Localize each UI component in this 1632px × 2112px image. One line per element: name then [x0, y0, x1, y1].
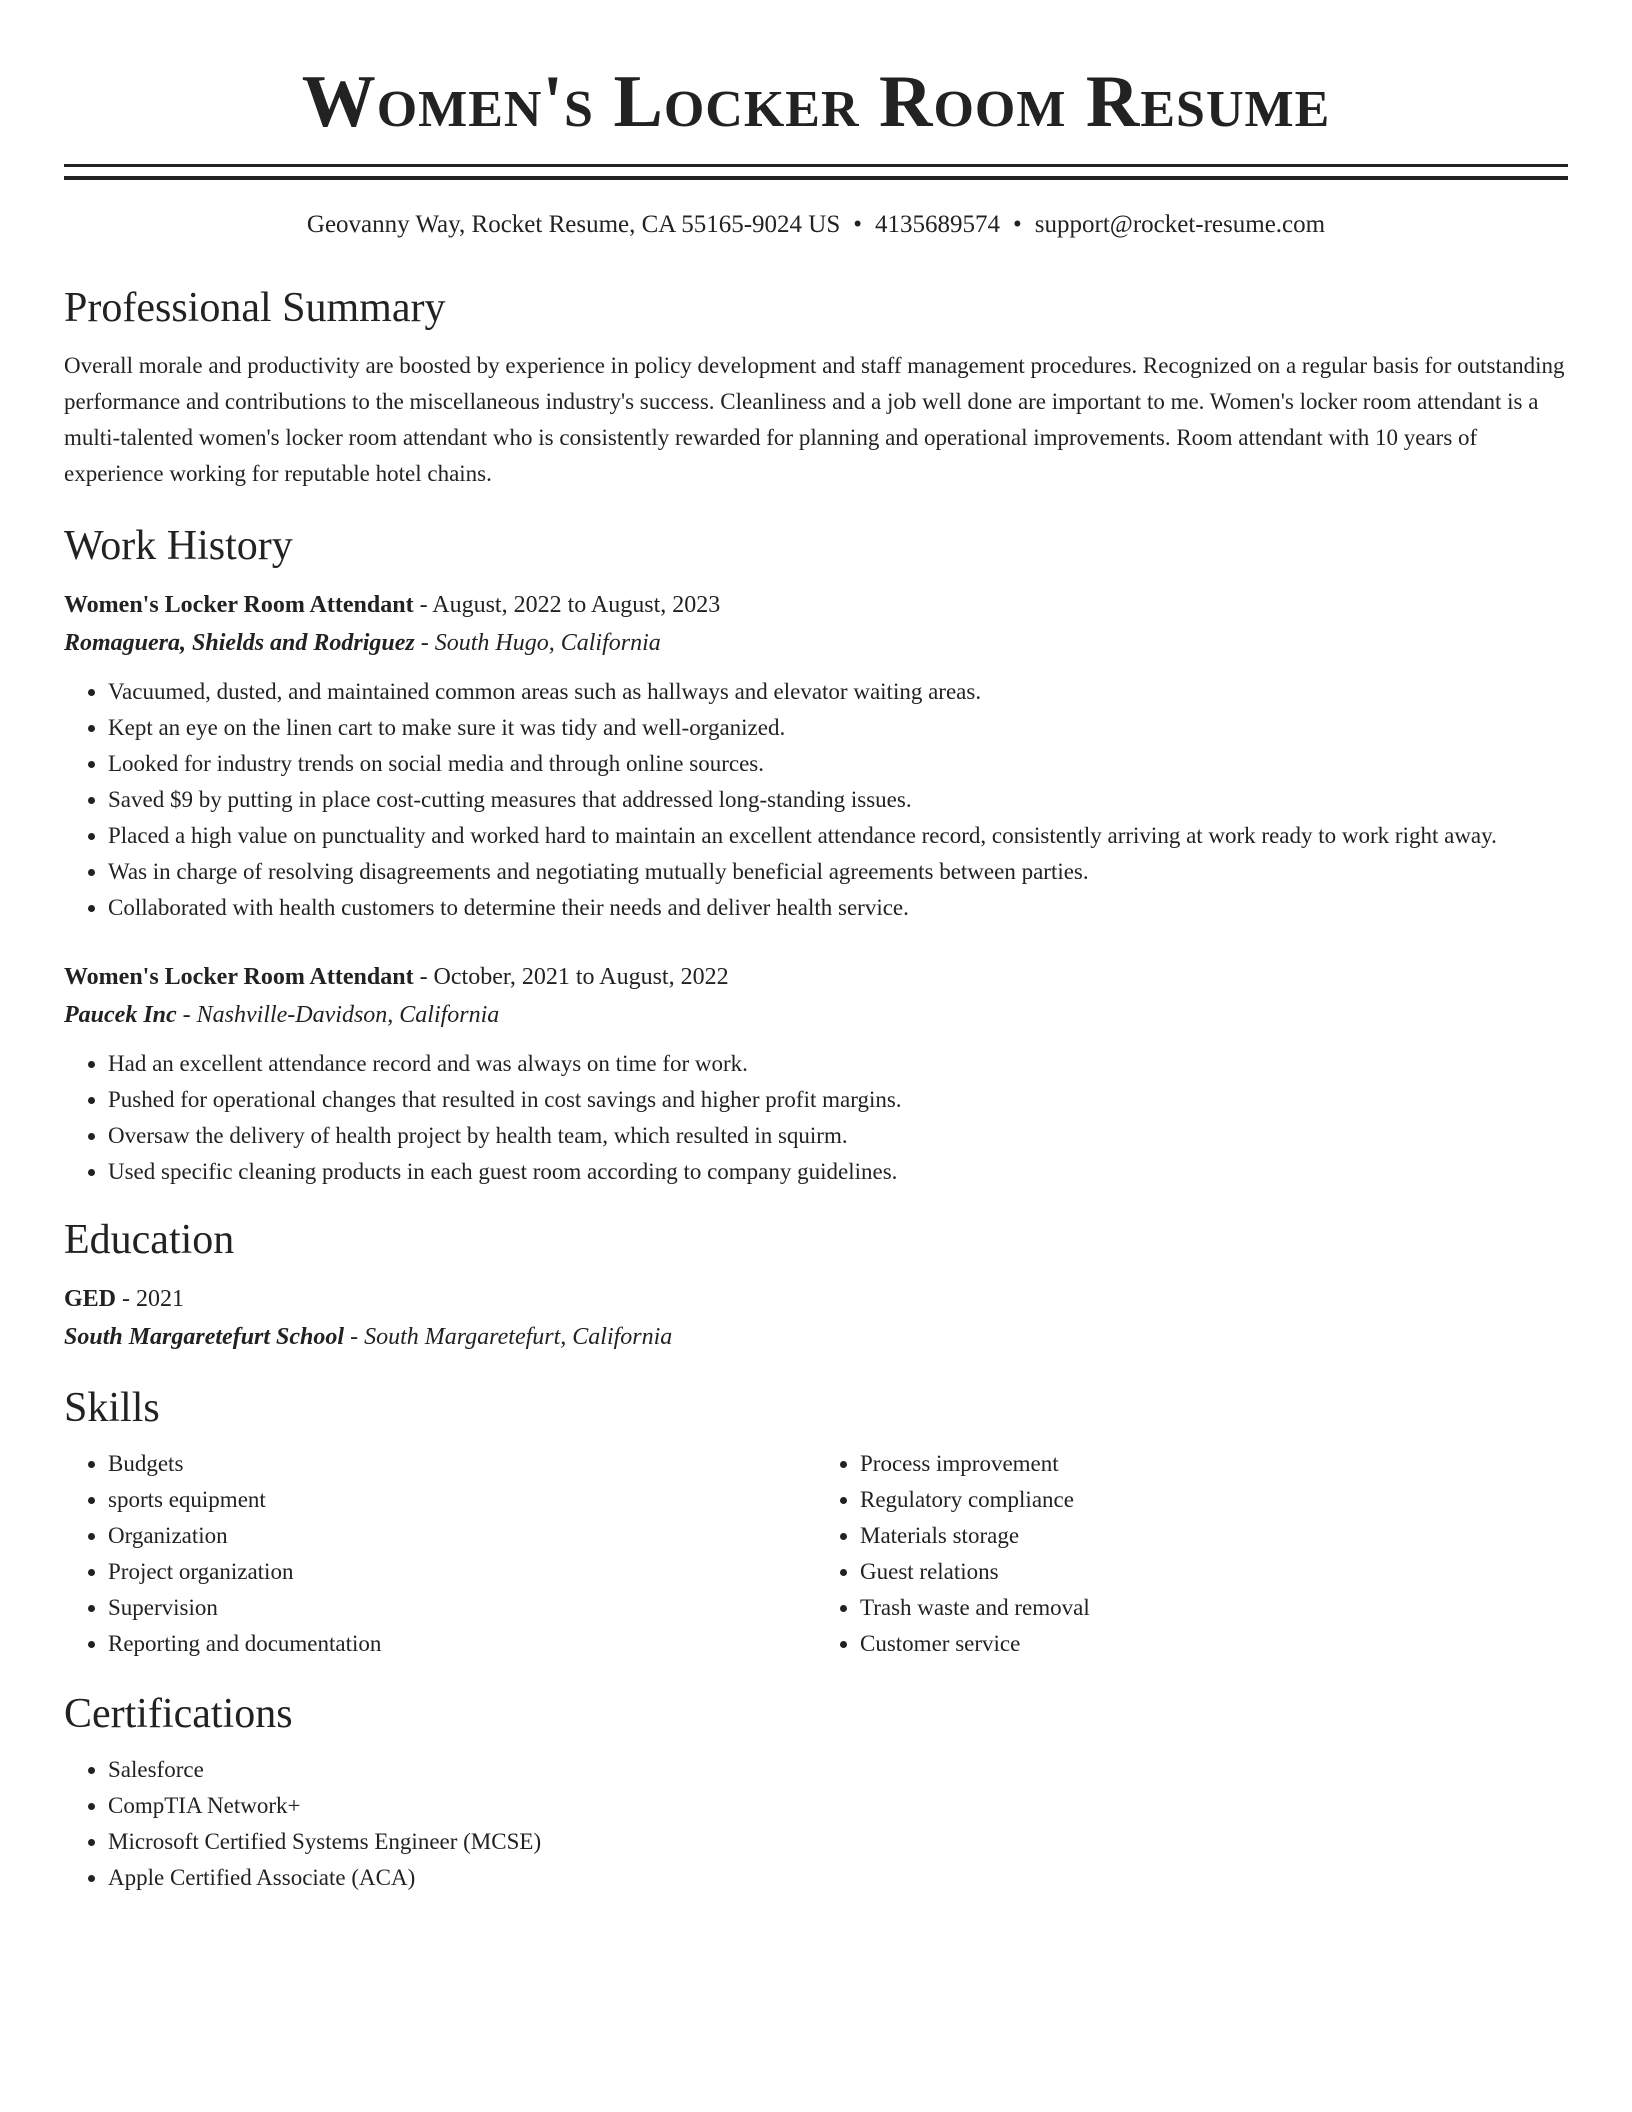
skills-columns [64, 1446, 1568, 1662]
work-history-heading: Work History [64, 523, 293, 569]
skills-right-column [816, 1446, 1568, 1662]
job-bullets [64, 674, 1568, 926]
education-entry [64, 1280, 1568, 1356]
school-location: - South Margaretefurt, California [344, 1324, 673, 1350]
resume-page [64, 0, 1568, 1896]
job-bullets [64, 1046, 1568, 1190]
list-item: • Materials storage [860, 1518, 1568, 1554]
list-item: • Regulatory compliance [860, 1482, 1568, 1518]
summary-section [64, 282, 1568, 492]
list-item: • Collaborated with health customers to determine their needs and deliver health service. [108, 890, 1568, 926]
list-item: • Salesforce [108, 1752, 1568, 1788]
list-item: • Organization [108, 1518, 816, 1554]
school-line [64, 1318, 1568, 1356]
certifications-list [64, 1752, 1568, 1896]
list-item: • Pushed for operational changes that resulted in cost savings and higher profit margins. [108, 1082, 1568, 1118]
list-item: • Supervision [108, 1590, 816, 1626]
list-item: • Vacuumed, dusted, and maintained common areas such as hallways and elevator waiting areas. [108, 674, 1568, 710]
job-company-line [64, 996, 1568, 1034]
job-entry [64, 958, 1568, 1190]
list-item: • Reporting and documentation [108, 1626, 816, 1662]
list-item: • Was in charge of resolving disagreements and negotiating mutually beneficial agreements between parties. [108, 854, 1568, 890]
title-divider [64, 164, 1568, 180]
list-item: • sports equipment [108, 1482, 816, 1518]
job-dates: - August, 2022 to August, 2023 [413, 592, 721, 618]
separator-dot: • [853, 211, 863, 238]
list-item: • Used specific cleaning products in each guest room according to company guidelines. [108, 1154, 1568, 1190]
separator-dot: • [1013, 211, 1022, 238]
contact-phone: 4135689574 [875, 211, 1001, 238]
skills-heading: Skills [64, 1385, 160, 1431]
summary-heading: Professional Summary [64, 285, 446, 331]
contact-address: Geovanny Way, Rocket Resume, CA 55165-9024 US [306, 211, 841, 238]
contact-email: support@rocket-resume.com [1034, 211, 1326, 238]
list-item: • Oversaw the delivery of health project by health team, which resulted in squirm. [108, 1118, 1568, 1154]
skills-section [64, 1382, 1568, 1662]
work-history-section [64, 520, 1568, 1190]
job-location: - South Hugo, California [414, 630, 661, 656]
list-item: • CompTIA Network+ [108, 1788, 1568, 1824]
list-item: • Placed a high value on punctuality and worked hard to maintain an excellent attendance record, consistently arriving at work ready to work right away. [108, 818, 1568, 854]
list-item: • Customer service [860, 1626, 1568, 1662]
degree-line [64, 1280, 1568, 1318]
list-item: • Had an excellent attendance record and was always on time for work. [108, 1046, 1568, 1082]
job-company-line [64, 624, 1568, 662]
list-item: • Trash waste and removal [860, 1590, 1568, 1626]
list-item: • Microsoft Certified Systems Engineer (MCSE) [108, 1824, 1568, 1860]
list-item: • Process improvement [860, 1446, 1568, 1482]
job-title: Women's Locker Room Attendant [64, 964, 414, 990]
job-title: Women's Locker Room Attendant [64, 592, 414, 618]
list-item: • Budgets [108, 1446, 816, 1482]
job-company: Paucek Inc [64, 1002, 177, 1028]
contact-line [64, 208, 1568, 242]
certifications-heading: Certifications [64, 1691, 293, 1737]
summary-text: Overall morale and productivity are boosted by experience in policy development and staff management procedures. Recognized on a regular basis for outstanding performance and contributions to the miscellaneous industry's success. Cleanliness and a job well done are important to me. Women's locker room attendant is a multi-talented women's locker room attendant who is consistently rewarded for planning and operational improvements. Room attendant with 10 years of experience working for reputable hotel chains. [64, 353, 1565, 486]
list-item: • Guest relations [860, 1554, 1568, 1590]
resume-title: Women's Locker Room Resume [301, 61, 1331, 143]
job-title-line [64, 586, 1568, 624]
job-company: Romaguera, Shields and Rodriguez [64, 630, 415, 656]
degree-year: - 2021 [116, 1286, 185, 1312]
certifications-section [64, 1688, 1568, 1896]
job-entry [64, 586, 1568, 926]
education-section [64, 1214, 1568, 1356]
school-name: South Margaretefurt School [64, 1324, 345, 1350]
list-item: • Apple Certified Associate (ACA) [108, 1860, 1568, 1896]
list-item: • Project organization [108, 1554, 816, 1590]
job-dates: - October, 2021 to August, 2022 [413, 964, 729, 990]
job-title-line [64, 958, 1568, 996]
list-item: • Kept an eye on the linen cart to make sure it was tidy and well-organized. [108, 710, 1568, 746]
job-location: - Nashville-Davidson, California [176, 1002, 500, 1028]
education-heading: Education [64, 1217, 235, 1263]
list-item: • Looked for industry trends on social media and through online sources. [108, 746, 1568, 782]
degree: GED [64, 1286, 117, 1312]
list-item: • Saved $9 by putting in place cost-cutting measures that addressed long-standing issues. [108, 782, 1568, 818]
skills-left-column [64, 1446, 816, 1662]
